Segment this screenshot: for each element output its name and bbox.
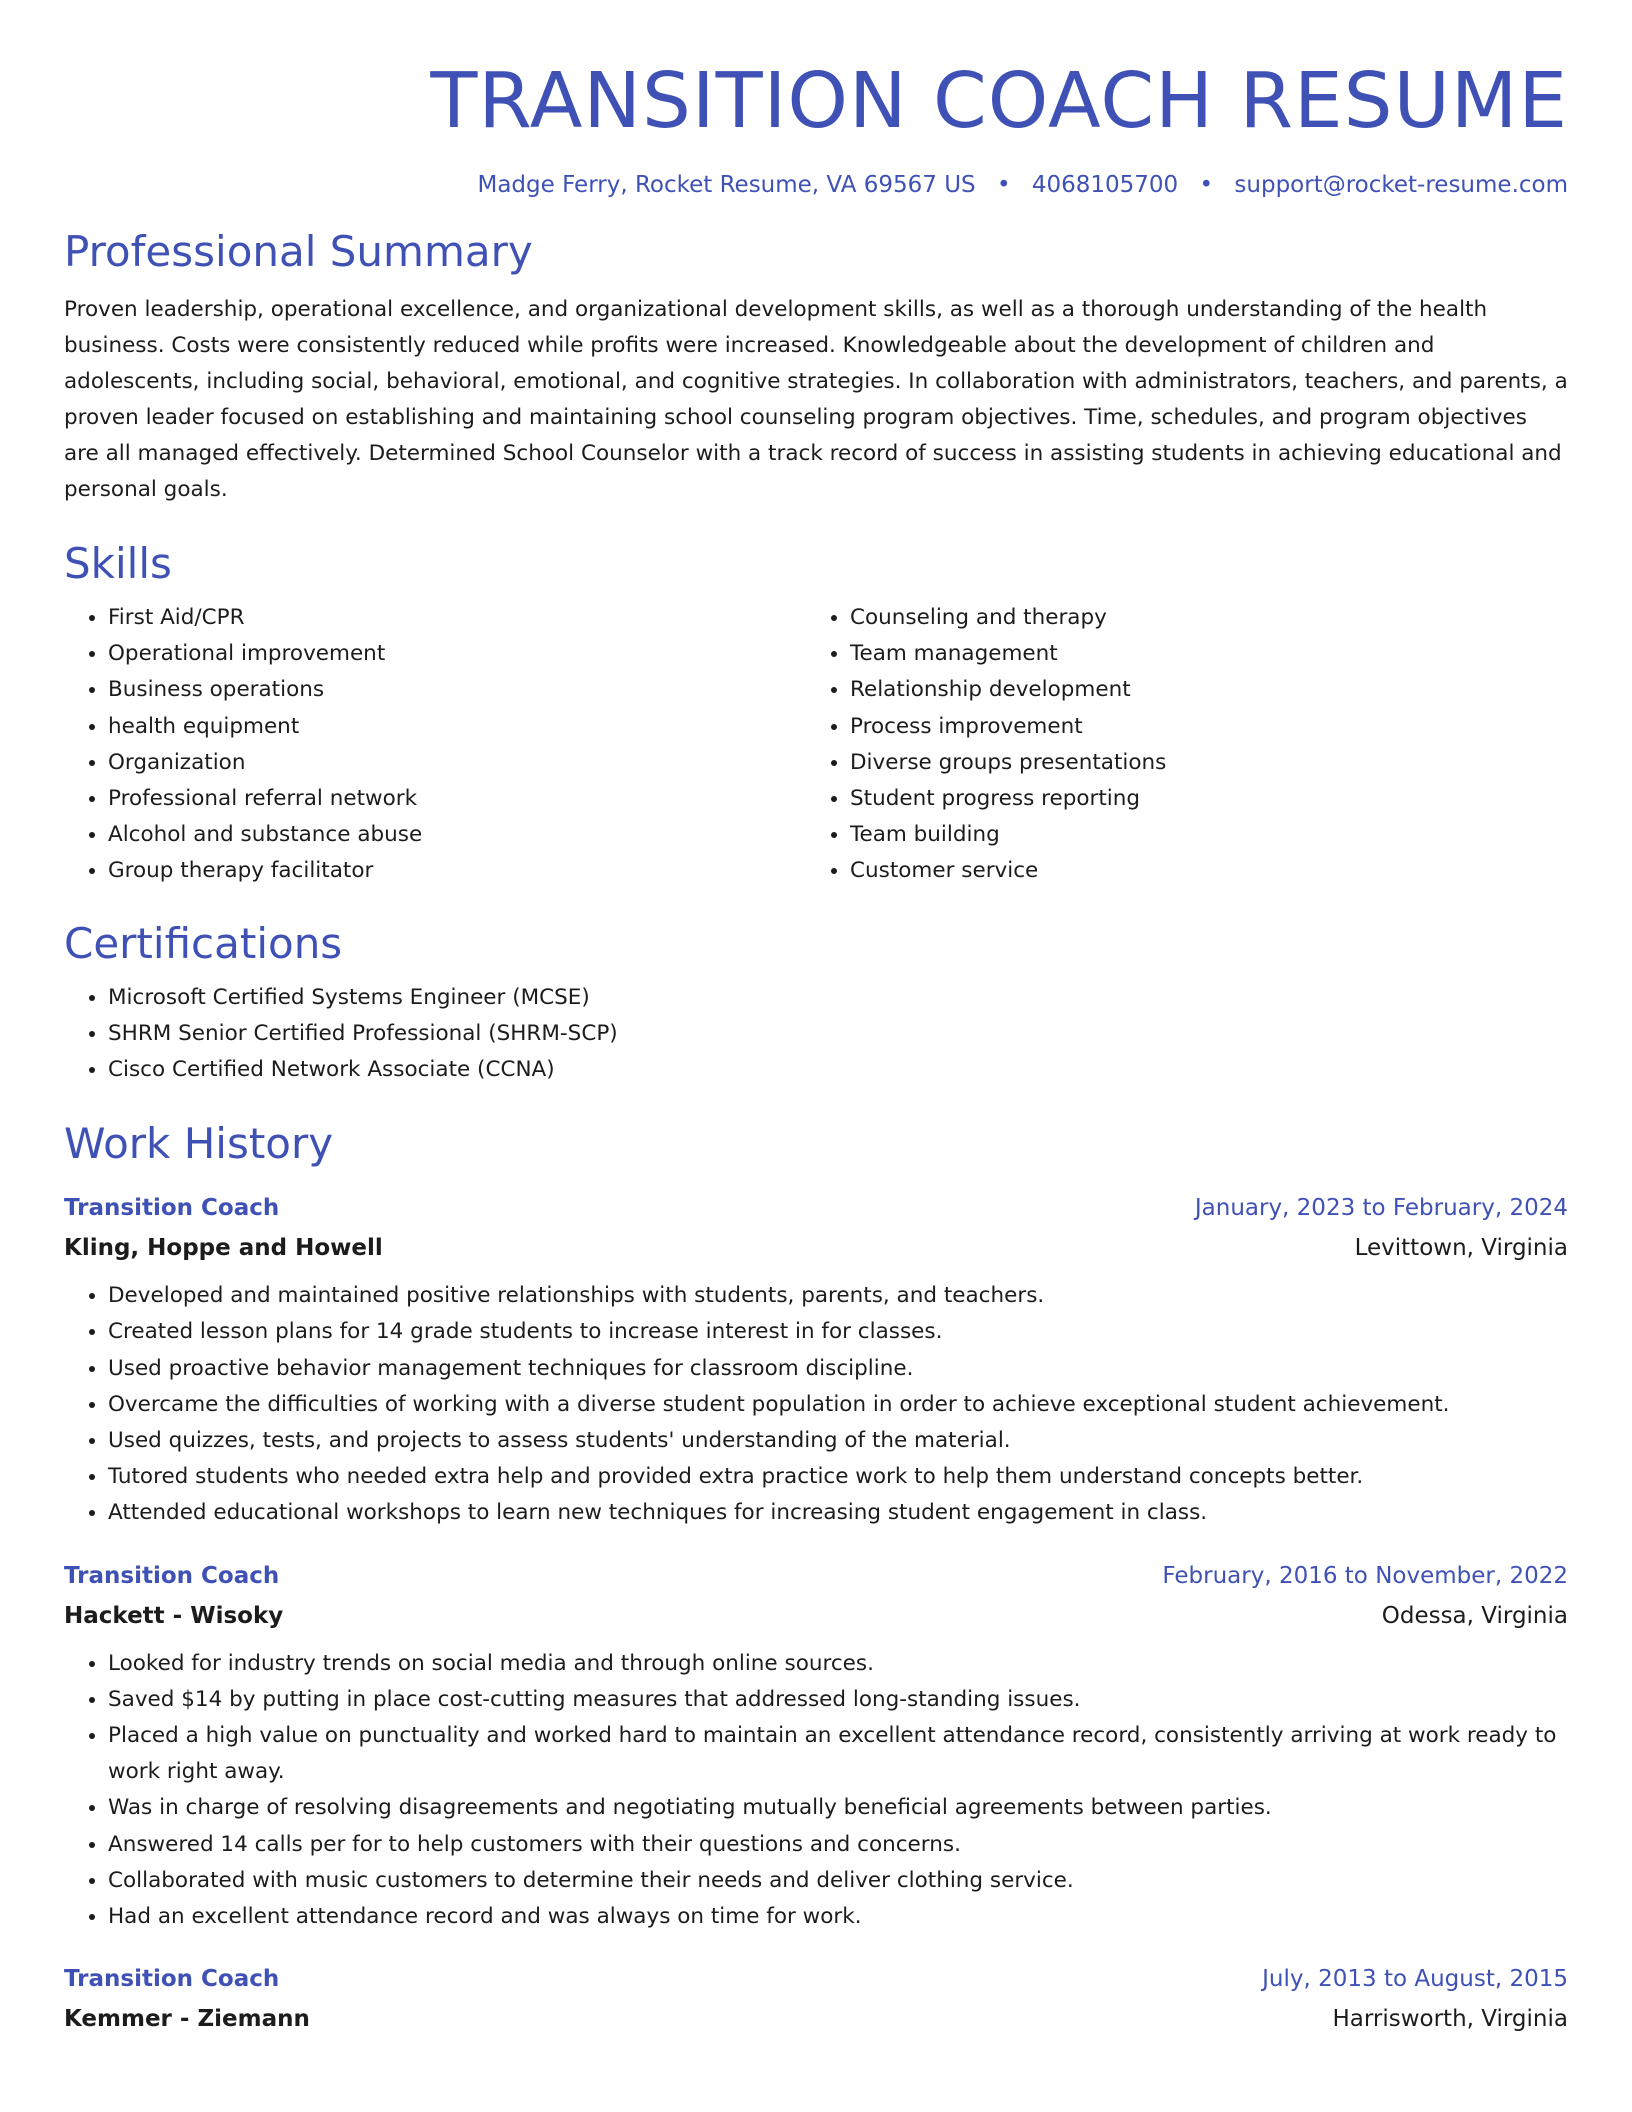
skill-item: • Alcohol and substance abuse xyxy=(108,817,806,853)
skill-item: • Team building xyxy=(850,817,1566,853)
skill-item: • Group therapy facilitator xyxy=(108,853,806,889)
job-company: Kling, Hoppe and Howell xyxy=(64,1235,383,1262)
contact-email: support@rocket-resume.com xyxy=(1234,172,1568,198)
job-bullet: • Answered 14 calls per for to help customers with their questions and concerns. xyxy=(108,1827,1568,1863)
contact-address: Madge Ferry, Rocket Resume, VA 69567 US xyxy=(477,172,976,198)
contact-separator: • xyxy=(996,172,1011,198)
job-title: Transition Coach xyxy=(64,1195,280,1222)
job-bullet: • Collaborated with music customers to determine their needs and deliver clothing service. xyxy=(108,1863,1568,1899)
job-entry xyxy=(64,1959,1568,2039)
skill-item: • health equipment xyxy=(108,709,806,745)
certification-item: • SHRM Senior Certified Professional (SHRM-SCP) xyxy=(108,1016,1568,1052)
skill-item: • Business operations xyxy=(108,672,806,708)
job-entry xyxy=(64,1188,1568,1531)
job-title: Transition Coach xyxy=(64,1562,280,1589)
contact-separator: • xyxy=(1199,172,1214,198)
skill-item: • First Aid/CPR xyxy=(108,600,806,636)
job-bullet: • Used quizzes, tests, and projects to assess students' understanding of the material. xyxy=(108,1423,1568,1459)
resume-title: TRANSITION COACH RESUME xyxy=(430,57,1568,146)
contact-phone: 4068105700 xyxy=(1031,172,1179,198)
job-entry xyxy=(64,1556,1568,1936)
skill-item: • Student progress reporting xyxy=(850,781,1566,817)
skills-grid xyxy=(64,600,1568,890)
summary-text: Proven leadership, operational excellence, and organizational development skills, as well as a thorough understanding of the health business. Costs were consistently reduced while profits were increased. Knowledgeable about the development of children and adolescents, including social, behavioral, emotional, and cognitive strategies. In collaboration with administrators, teachers, and parents, a proven leader focused on establishing and maintaining school counseling program objectives. Time, schedules, and program objectives are all managed effectively. Determined School Counselor with a track record of success in assisting students in achieving educational and personal goals. xyxy=(64,297,1568,502)
job-bullet: • Used proactive behavior management techniques for classroom discipline. xyxy=(108,1351,1568,1387)
skills-list-right xyxy=(806,600,1566,890)
skills-heading: Skills xyxy=(64,539,172,588)
certification-item: • Cisco Certified Network Associate (CCNA) xyxy=(108,1052,1568,1088)
skill-item: • Organization xyxy=(108,745,806,781)
job-bullet: • Attended educational workshops to learn new techniques for increasing student engagement in class. xyxy=(108,1495,1568,1531)
job-dates: January, 2023 to February, 2024 xyxy=(1194,1195,1568,1222)
job-bullet: • Looked for industry trends on social media and through online sources. xyxy=(108,1646,1568,1682)
job-bullet: • Overcame the difficulties of working with a diverse student population in order to achieve exceptional student achievement. xyxy=(108,1387,1568,1423)
job-location: Levittown, Virginia xyxy=(1354,1235,1568,1262)
certifications-list xyxy=(64,980,1568,1089)
job-title: Transition Coach xyxy=(64,1966,280,1993)
job-dates: February, 2016 to November, 2022 xyxy=(1162,1562,1568,1589)
job-bullets xyxy=(64,1278,1568,1531)
job-location: Harrisworth, Virginia xyxy=(1332,2006,1568,2033)
job-bullet: • Placed a high value on punctuality and worked hard to maintain an excellent attendance record, consistently arriving at work ready to work right away. xyxy=(108,1718,1568,1790)
contact-line xyxy=(64,170,1568,200)
certifications-heading: Certifications xyxy=(64,918,343,968)
job-bullet: • Was in charge of resolving disagreements and negotiating mutually beneficial agreements between parties. xyxy=(108,1790,1568,1826)
skill-item: • Process improvement xyxy=(850,709,1566,745)
skill-item: • Operational improvement xyxy=(108,636,806,672)
skill-item: • Team management xyxy=(850,636,1566,672)
job-bullet: • Developed and maintained positive relationships with students, parents, and teachers. xyxy=(108,1278,1568,1314)
summary-heading: Professional Summary xyxy=(64,227,533,276)
certification-item: • Microsoft Certified Systems Engineer (MCSE) xyxy=(108,980,1568,1016)
skill-item: • Customer service xyxy=(850,853,1566,889)
skill-item: • Relationship development xyxy=(850,672,1566,708)
job-bullet: • Created lesson plans for 14 grade students to increase interest in for classes. xyxy=(108,1314,1568,1350)
work-history-heading: Work History xyxy=(64,1119,334,1169)
skill-item: • Diverse groups presentations xyxy=(850,745,1566,781)
job-company: Hackett - Wisoky xyxy=(64,1602,284,1629)
skills-list-left xyxy=(64,600,806,890)
job-bullet: • Had an excellent attendance record and was always on time for work. xyxy=(108,1899,1568,1935)
job-bullet: • Saved $14 by putting in place cost-cutting measures that addressed long-standing issues. xyxy=(108,1682,1568,1718)
job-company: Kemmer - Ziemann xyxy=(64,2006,310,2033)
skill-item: • Counseling and therapy xyxy=(850,600,1566,636)
skill-item: • Professional referral network xyxy=(108,781,806,817)
job-bullet: • Tutored students who needed extra help and provided extra practice work to help them understand concepts better. xyxy=(108,1459,1568,1495)
job-dates: July, 2013 to August, 2015 xyxy=(1262,1966,1568,1993)
job-bullets xyxy=(64,1646,1568,1936)
job-location: Odessa, Virginia xyxy=(1381,1602,1568,1629)
